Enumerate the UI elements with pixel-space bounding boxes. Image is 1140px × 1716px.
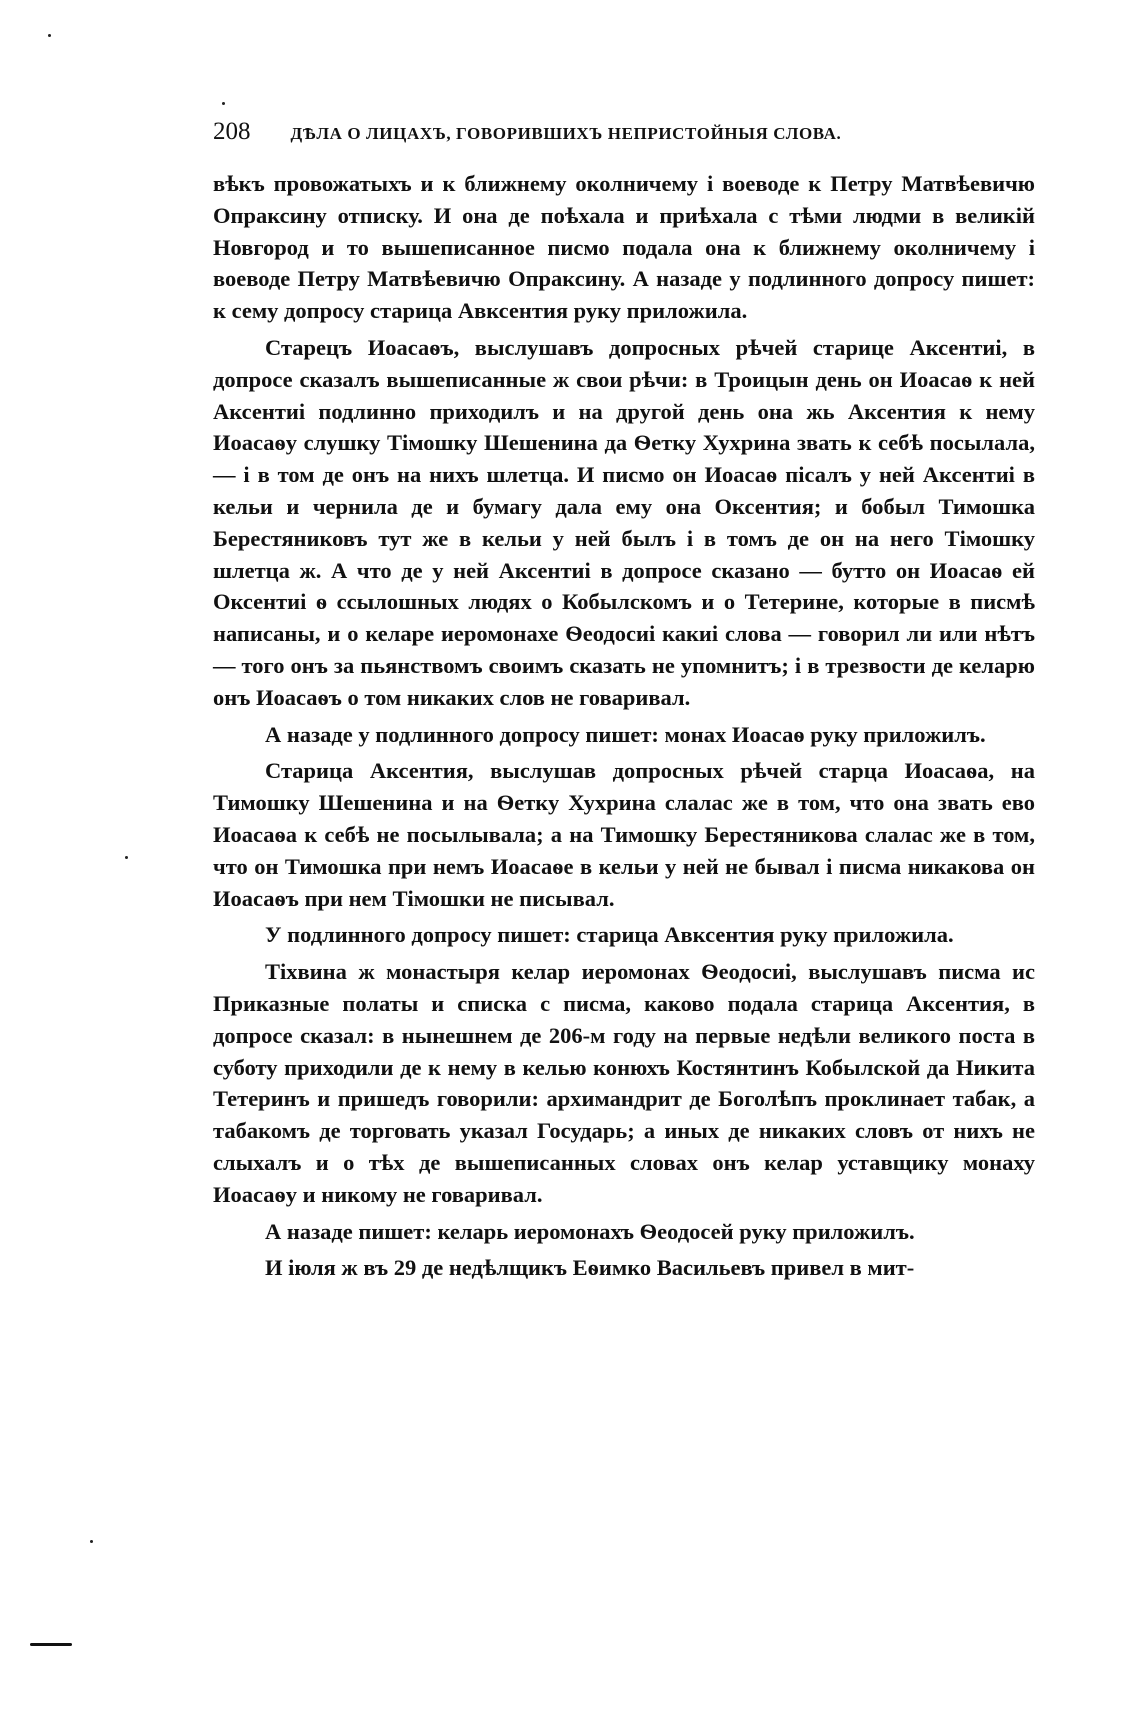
paragraph-5: У подлинного допросу пишет: старица Авксентия руку приложила. <box>265 922 954 948</box>
page-header <box>213 118 1033 152</box>
paragraph-7: А назаде пишет: келарь иеромонахъ Ѳеодосей руку приложилъ. <box>265 1218 915 1244</box>
paragraph-6: Тіхвина ж монастыря келар иеромонах Ѳеодосиі, выслушавъ писма ис Приказные полаты и списка с писма, каково подала старица Аксентия, в допросе сказал: в нынешнем де 206-м году на первые недѣли великого поста в суботу приходили де к нему в келью конюхъ Костянтинъ Кобылской да Никита Тетеринъ и пришедъ говорили: архимандрит де Боголѣпъ проклинает табак, а табакомъ де торговать указал Государь; а иных де никаких словъ от нихъ не слыхалъ и о тѣх де вышеписанных словах онъ келар уставщику монаху Иоасаѳу и никому не говаривал. <box>213 959 1035 1207</box>
scan-speck <box>90 1540 93 1543</box>
paragraph-8: И іюля ж въ 29 де недѣлщикъ Еѳимко Васильевъ привел в мит- <box>265 1255 915 1281</box>
scan-speck <box>125 856 128 859</box>
scan-edge-mark <box>30 1643 72 1646</box>
running-head: ДѢЛА О ЛИЦАХЪ, ГОВОРИВШИХЪ НЕПРИСТОЙНЫЯ СЛОВА. <box>290 124 842 143</box>
paragraph-1: вѣкъ провожатыхъ и к ближнему околничему і воеводе к Петру Матвѣевичю Опраксину отписку. И она де поѣхала и приѣхала с тѣми людми в великій Новгород и то вышеписанное писмо подала она к ближнему околничему і воеводе Петру Матвѣевичю Опраксину. А назаде у подлинного допросу пишет: к сему допросу старица Авксентия руку приложила. <box>213 171 1035 324</box>
scan-speck <box>48 34 51 37</box>
body-text <box>213 168 1035 1289</box>
paragraph-3: А назаде у подлинного допросу пишет: монах Иоасаѳ руку приложилъ. <box>265 721 986 747</box>
paragraph-4: Старица Аксентия, выслушав допросных рѣчей старца Иоасаѳа, на Тимошку Шешенина и на Ѳетку Хухрина слалас же в том, что она звать ево Иоасаѳа к себѣ не посылывала; а на Тимошку Берестяникова слалас же в том, что он Тимошка при немъ Иоасаѳе в кельи у ней не бывал і писма никакова он Иоасаѳъ при нем Тімошки не писывал. <box>213 758 1035 911</box>
scan-speck <box>222 102 225 105</box>
page-number: 208 <box>213 118 251 145</box>
paragraph-2: Старецъ Иоасаѳъ, выслушавъ допросных рѣчей старице Аксентиі, в допросе сказалъ вышеписанные ж свои рѣчи: в Троицын день он Иоасаѳ к ней Аксентиі подлинно приходилъ и на другой день она жь Аксентия к нему Иоасаѳу слушку Тімошку Шешенина да Ѳетку Хухрина звать к себѣ посылала, — і в том де онъ на нихъ шлетца. И писмо он Иоасаѳ пісалъ у ней Аксентиі в кельи и чернила де и бумагу дала ему она Оксентия; и бобыл Тимошка Берестяниковъ тут же в кельи у ней былъ і в томъ де он на него Тімошку шлетца ж. А что де у ней Аксентиі в допросе сказано — бутто он Иоасаѳ ей Оксентиі ѳ ссылошных людях о Кобылскомъ и о Тетерине, которые в писмѣ написаны, и о келаре иеромонахе Ѳеодосиі какиі слова — говорил ли или нѣтъ — того онъ за пьянствомъ своимъ сказать не упомнитъ; і в трезвости де келарю онъ Иоасаѳъ о том никаких слов не говаривал. <box>213 334 1035 710</box>
